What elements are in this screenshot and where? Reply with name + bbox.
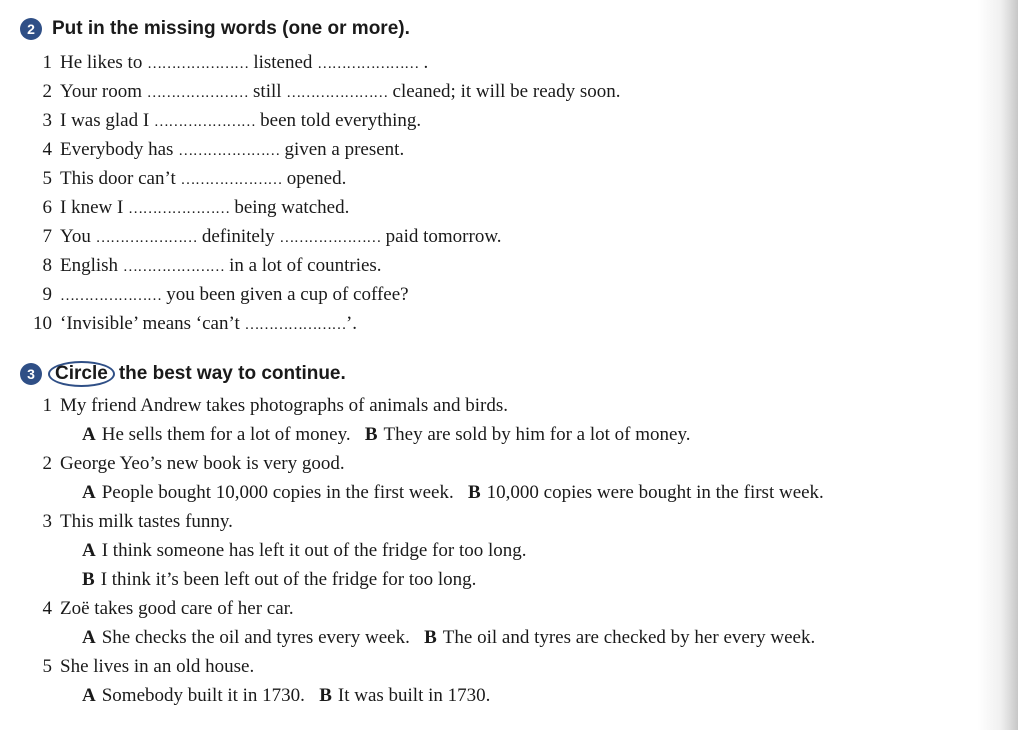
- exercise-2-item-6: 6 I knew I ………………… being watched.: [42, 197, 350, 218]
- exercise-3-item-2: 2 George Yeo’s new book is very good.: [42, 453, 345, 474]
- exercise-3-item-3-option-b: B I think it’s been left out of the fridge for too long.: [82, 569, 477, 590]
- exercise-2-item-8: 8 English ………………… in a lot of countries.: [42, 255, 382, 276]
- exercise-2-item-9: 9 ………………… you been given a cup of coffee?: [42, 284, 409, 305]
- exercise-2-item-4: 4 Everybody has ………………… given a present.: [42, 139, 405, 160]
- option-a[interactable]: He sells them for a lot of money.: [101, 424, 351, 445]
- page-edge-shadow: [1000, 0, 1018, 730]
- exercise-2-item-3: 3 I was glad I ………………… been told everything.: [42, 110, 422, 131]
- option-a[interactable]: People bought 10,000 copies in the first week.: [101, 482, 454, 503]
- exercise-2-item-2: 2 Your room ………………… still ………………… cleaned; it will be ready soon.: [42, 81, 621, 102]
- blank-line: …………………: [122, 259, 225, 275]
- exercise-3-item-1: 1 My friend Andrew takes photographs of animals and birds.: [42, 395, 508, 416]
- blank-line: …………………: [279, 230, 381, 246]
- section-2-heading: [20, 18, 410, 40]
- section-2-title: Put in the missing words (one or more).: [52, 18, 410, 39]
- option-a[interactable]: She checks the oil and tyres every week.: [101, 627, 410, 648]
- blank-line: …………………: [146, 85, 249, 101]
- section-3-badge: 3: [20, 363, 42, 385]
- section-3-title: the best way to continue.: [118, 363, 346, 384]
- exercise-3-item-4-options: A She checks the oil and tyres every week. B The oil and tyres are checked by her every week.: [82, 627, 816, 648]
- blank-line: …………………: [286, 85, 388, 101]
- blank-line: …………………: [128, 201, 230, 217]
- blank-line: …………………: [317, 56, 419, 72]
- exercise-2-item-7: 7 You ………………… definitely ………………… paid tomorrow.: [42, 226, 502, 247]
- option-a[interactable]: Somebody built it in 1730.: [101, 685, 305, 706]
- option-b[interactable]: They are sold by him for a lot of money.: [383, 424, 691, 445]
- exercise-2-item-10: 10 ‘Invisible’ means ‘can’t …………………’.: [33, 313, 358, 334]
- circled-word: Circle: [48, 361, 115, 387]
- blank-line: …………………: [147, 56, 249, 72]
- blank-line: …………………: [244, 317, 346, 333]
- section-3-heading: [20, 361, 346, 387]
- exercise-3-item-3: 3 This milk tastes funny.: [42, 511, 233, 532]
- blank-line: …………………: [153, 114, 256, 130]
- option-b[interactable]: The oil and tyres are checked by her every week.: [442, 627, 816, 648]
- section-2-badge: 2: [20, 18, 42, 40]
- exercise-2-item-5: 5 This door can’t ………………… opened.: [42, 168, 347, 189]
- exercise-3-item-4: 4 Zoë takes good care of her car.: [42, 598, 294, 619]
- blank-line: …………………: [95, 230, 198, 246]
- blank-line: …………………: [178, 143, 280, 159]
- option-b[interactable]: I think it’s been left out of the fridge for too long.: [100, 569, 477, 590]
- blank-line: …………………: [60, 288, 162, 304]
- exercise-3-item-1-options: A He sells them for a lot of money. B They are sold by him for a lot of money.: [82, 424, 691, 445]
- exercise-3-item-5-options: A Somebody built it in 1730. B It was built in 1730.: [82, 685, 491, 706]
- exercise-3-item-2-options: A People bought 10,000 copies in the first week. B 10,000 copies were bought in the first week.: [82, 482, 824, 503]
- exercise-2-item-1: 1 He likes to ………………… listened ………………… .: [42, 52, 429, 73]
- exercise-3-item-5: 5 She lives in an old house.: [42, 656, 255, 677]
- exercise-3-item-3-option-a: A I think someone has left it out of the fridge for too long.: [82, 540, 527, 561]
- option-b[interactable]: It was built in 1730.: [337, 685, 491, 706]
- option-a[interactable]: I think someone has left it out of the fridge for too long.: [101, 540, 527, 561]
- option-b[interactable]: 10,000 copies were bought in the first week.: [486, 482, 824, 503]
- blank-line: …………………: [180, 172, 282, 188]
